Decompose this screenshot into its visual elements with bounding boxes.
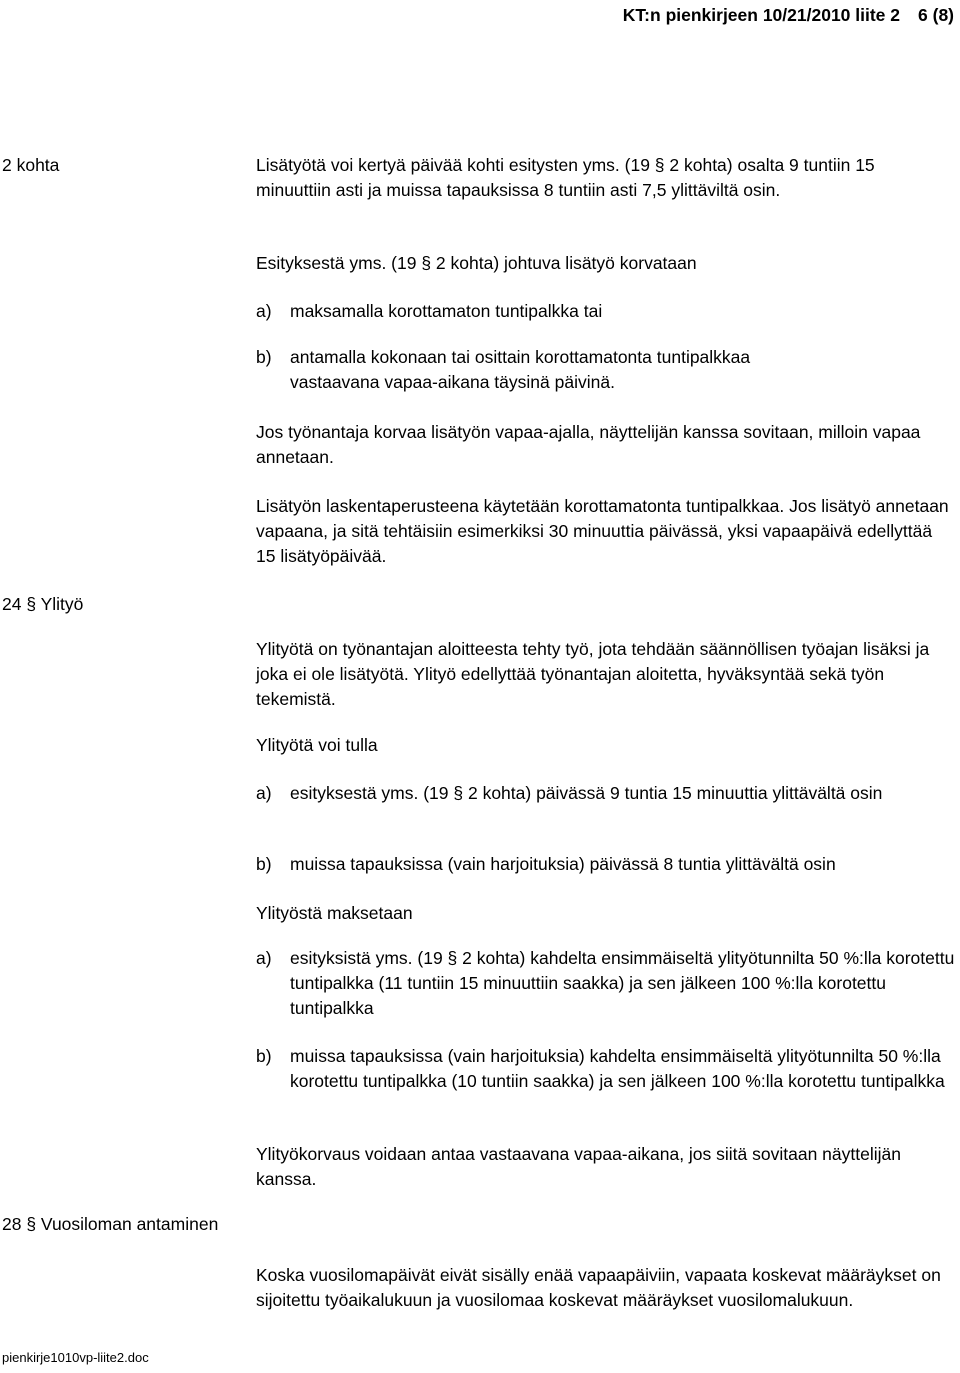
paragraph-ylityota-voi-tulla: Ylityötä voi tulla xyxy=(256,735,378,755)
list-marker: b) xyxy=(256,347,272,367)
list-marker: a) xyxy=(256,301,272,321)
paragraph-ylityo-maaritelma: Ylityötä on työnantajan aloitteesta tehty työ, jota tehdään säännöllisen työajan lisäksi ja joka ei ole lisätyötä. Ylityö edellyttää työnantajan aloitetta, hyväksyntää sekä työn tekemistä. xyxy=(256,639,930,709)
list-item xyxy=(256,946,956,1021)
list-marker: b) xyxy=(256,1046,272,1066)
section-label-28-vuosiloman-antaminen: 28 § Vuosiloman antaminen xyxy=(2,1214,219,1234)
list-item xyxy=(256,852,956,877)
paragraph-ylityosta-maksetaan: Ylityöstä maksetaan xyxy=(256,903,413,923)
paragraph-ylityokorvaus: Ylityökorvaus voidaan antaa vastaavana vapaa-aikana, jos siitä sovitaan näyttelijän kanssa. xyxy=(256,1144,901,1189)
paragraph-vapaa-ajalla: Jos työnantaja korvaa lisätyön vapaa-ajalla, näyttelijän kanssa sovitaan, milloin vapaa annetaan. xyxy=(256,422,921,467)
paragraph-vuosilomapaivat: Koska vuosilomapäivät eivät sisälly enää vapaapäiviin, vapaata koskevat määräykset on sijoitettu työaikalukuun ja vuosilomaa koskevat määräykset vuosilomalukuun. xyxy=(256,1265,941,1310)
header-title: KT:n pienkirjeen 10/21/2010 liite 2 xyxy=(622,5,901,25)
list-marker: a) xyxy=(256,783,272,803)
paragraph-lisatyo-korvaus: Esityksestä yms. (19 § 2 kohta) johtuva lisätyö korvataan xyxy=(256,253,697,273)
section-label-2-kohta: 2 kohta xyxy=(2,155,60,175)
footer-filename: pienkirje1010vp-liite2.doc xyxy=(2,1350,149,1365)
list-marker: a) xyxy=(256,948,272,968)
list-item-text: muissa tapauksissa (vain harjoituksia) päivässä 8 tuntia ylittävältä osin xyxy=(290,854,836,874)
list-item-text: maksamalla korottamaton tuntipalkka tai xyxy=(290,301,603,321)
list-item xyxy=(256,1044,956,1094)
paragraph-lisatyo-kertyminen: Lisätyötä voi kertyä päivää kohti esitysten yms. (19 § 2 kohta) osalta 9 tuntiin 15 minuuttiin asti ja muissa tapauksissa 8 tuntiin asti 7,5 ylittäviltä osin. xyxy=(256,155,875,200)
list-item-text: antamalla kokonaan tai osittain korottamatonta tuntipalkkaa vastaavana vapaa-aikana täysinä päivinä. xyxy=(290,347,751,392)
page-header xyxy=(623,3,954,28)
list-item-text: esityksestä yms. (19 § 2 kohta) päivässä 9 tuntia 15 minuuttia ylittävältä osin xyxy=(290,783,883,803)
list-item-text: muissa tapauksissa (vain harjoituksia) kahdelta ensimmäiseltä ylityötunnilta 50 %:lla korotettu tuntipalkka (10 tuntiin saakka) ja sen jälkeen 100 %:lla korotettu tuntipalkka xyxy=(290,1046,945,1091)
paragraph-laskentaperuste: Lisätyön laskentaperusteena käytetään korottamatonta tuntipalkkaa. Jos lisätyö annetaan vapaana, ja sitä tehtäisiin esimerkiksi 30 minuuttia päivässä, yksi vapaapäivä edellyttää 15 lisätyöpäivää. xyxy=(256,496,949,566)
list-item xyxy=(256,781,956,806)
list-item xyxy=(256,345,956,395)
list-item-text: esityksistä yms. (19 § 2 kohta) kahdelta ensimmäiseltä ylityötunnilta 50 %:lla korotettu tuntipalkka (11 tuntiin 15 minuuttiin saakka) ja sen jälkeen 100 %:lla korotettu tuntipalkka xyxy=(290,948,955,1018)
list-item xyxy=(256,299,956,324)
section-label-24-ylityo: 24 § Ylityö xyxy=(2,594,84,614)
page-number: 6 (8) xyxy=(918,5,954,25)
list-marker: b) xyxy=(256,854,272,874)
